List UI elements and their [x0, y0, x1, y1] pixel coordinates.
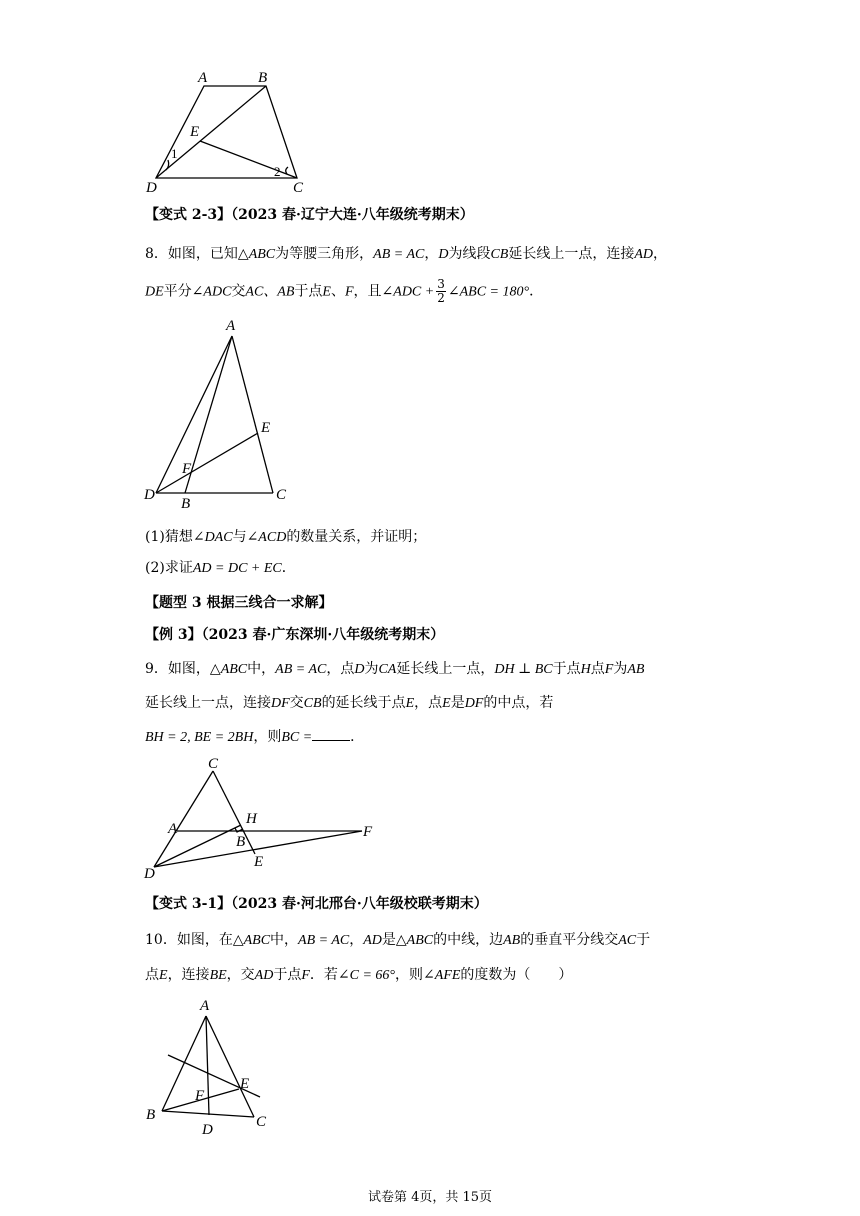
q9-line-2: 延长线上一点，连接DF交CB的延长线于点E，点E是DF的中点，若 [145, 695, 554, 711]
label-C: C [256, 1114, 267, 1130]
label-B: B [258, 70, 268, 86]
figure-triangle-extension [140, 754, 380, 882]
variant-2-3-header: 【变式 2-3】（2023 春·辽宁大连·八年级统考期末） [145, 207, 474, 223]
label-H: H [246, 811, 257, 827]
label-E: E [254, 854, 264, 870]
answer-blank[interactable] [312, 726, 350, 741]
label-C: C [208, 756, 219, 772]
label-C: C [293, 180, 304, 196]
figure-isosceles-triangle [140, 316, 300, 512]
angle-2-arc [286, 167, 288, 174]
label-A: A [226, 318, 236, 334]
q9-line-3: BH = 2, BE = 2BH，则BC = ． [145, 726, 364, 749]
label-A: A [200, 998, 210, 1014]
page-footer: 试卷第 4页，共 15页 [367, 1190, 493, 1205]
segment-DB [156, 86, 266, 178]
label-C: C [276, 487, 287, 503]
label-E: E [240, 1076, 250, 1092]
q8-part-1: (1)猜想∠DAC与∠ACD的数量关系，并证明； [145, 529, 427, 545]
segment-AC [232, 336, 273, 493]
label-B: B [181, 496, 191, 512]
label-A: A [168, 821, 178, 837]
label-D: D [202, 1122, 213, 1138]
segment-AB [185, 336, 232, 493]
segment-AD [156, 336, 232, 493]
segment-EC [200, 141, 297, 178]
label-A: A [198, 70, 208, 86]
label-B: B [146, 1107, 156, 1123]
figure-perpendicular-bisector [140, 996, 280, 1140]
q8-part-2: (2)求证AD = DC + EC． [145, 560, 296, 576]
fraction-three-halves: $\frac{3}{2}$ [437, 277, 445, 305]
figure-trapezoid [140, 66, 320, 198]
q10-line-1: 10．如图，在△ABC中，AB = AC，AD是△ABC的中线，边AB的垂直平分线交AC于 [145, 932, 651, 948]
segment-DE [156, 433, 258, 493]
type-3-header: 【题型 3 根据三线合一求解】 [145, 595, 333, 611]
label-F: F [195, 1088, 205, 1104]
label-E: E [190, 124, 200, 140]
q9-line-1: 9．如图，△ABC中，AB = AC，点D为CA延长线上一点，DH ⊥ BC于点H点F为AB [145, 661, 645, 677]
label-1: 1 [171, 146, 178, 161]
label-D: D [146, 180, 157, 196]
q8-line-2: DE平分∠ADC交AC、AB于点E、F，且∠ADC + $\frac{3}{2}$ ∠ABC = 180°． [145, 277, 544, 305]
label-B: B [236, 834, 246, 850]
example-3-header: 【例 3】（2023 春·广东深圳·八年级统考期末） [145, 627, 445, 643]
label-F: F [363, 824, 373, 840]
label-E: E [261, 420, 271, 436]
segment-BC [162, 1111, 254, 1117]
q8-line-1: 8．如图，已知△ABC为等腰三角形，AB = AC，D为线段CB延长线上一点，连接AD， [145, 246, 668, 262]
q10-line-2: 点E，连接BE，交AD于点F．若∠C = 66°，则∠AFE的度数为（ ） [145, 967, 573, 983]
label-F: F [182, 461, 192, 477]
label-D: D [144, 487, 155, 503]
segment-AC [206, 1016, 254, 1117]
segment-AD [206, 1016, 209, 1115]
label-2: 2 [274, 164, 281, 179]
variant-3-1-header: 【变式 3-1】（2023 春·河北邢台·八年级校联考期末） [145, 896, 488, 912]
label-D: D [144, 866, 155, 882]
